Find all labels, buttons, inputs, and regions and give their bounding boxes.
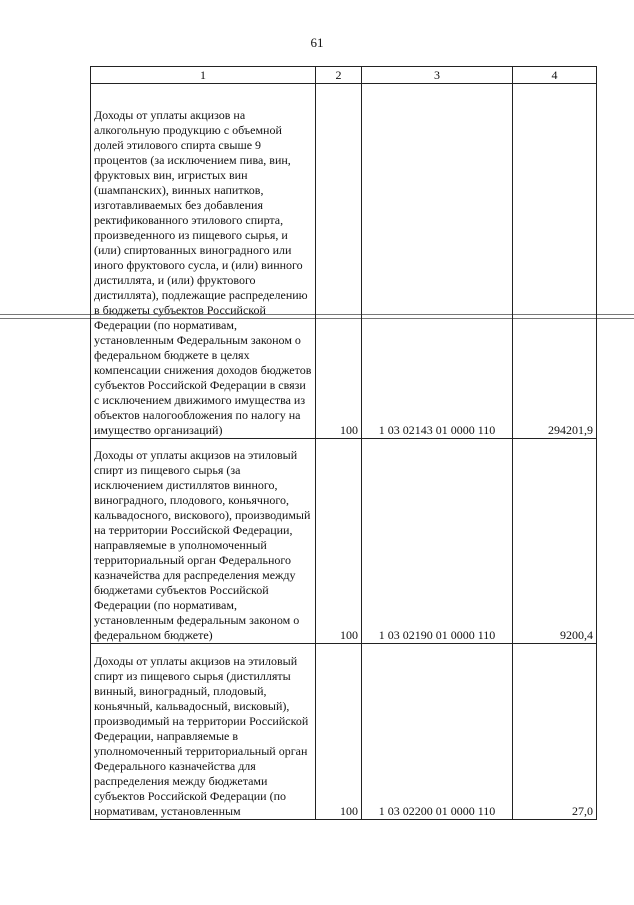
revenue-description: Доходы от уплаты акцизов на алкогольную продукцию с объемной долей этилового спирта свыше 9 процентов (за исключением пива, вин, фруктовых вин, игристых вин (шампанских), винных напитков, изготавливаемых без добавления ректификованного этилового спирта, произведенного из пищевого сырья, и (или) спиртованных виноградного или иного фруктового сусла, и (или) винного дистиллята, и (или) фруктового дистиллята), подлежащие распределению в бюджеты субъектов Российской Федерации (по нормативам, установленным Федеральным законом о федеральном бюджете в целях компенсации снижения доходов бюджетов субъектов Российской Федерации в связи с исключением движимого имущества из объектов налогообложения по налогу на имущество организаций) (91, 84, 316, 439)
revenue-code: 1 03 02143 01 0000 110 (362, 84, 513, 439)
table-row (91, 84, 597, 439)
revenue-amount: 9200,4 (513, 439, 597, 644)
column-header: 3 (362, 67, 513, 84)
revenue-table (90, 66, 597, 820)
revenue-amount: 27,0 (513, 644, 597, 820)
table-header-row (91, 67, 597, 84)
table-row (91, 644, 597, 820)
column-header: 4 (513, 67, 597, 84)
revenue-share: 100 (316, 644, 362, 820)
table-row (91, 439, 597, 644)
column-header: 2 (316, 67, 362, 84)
revenue-code: 1 03 02200 01 0000 110 (362, 644, 513, 820)
page-number: 61 (310, 35, 324, 50)
column-header: 1 (91, 67, 316, 84)
revenue-amount: 294201,9 (513, 84, 597, 439)
revenue-code: 1 03 02190 01 0000 110 (362, 439, 513, 644)
revenue-description: Доходы от уплаты акцизов на этиловый спирт из пищевого сырья (дистилляты винный, виноградный, плодовый, коньячный, кальвадосный, висковый), производимый на территории Российской Федерации, направляемые в уполномоченный территориальный орган Федерального казначейства для распределения между бюджетами субъектов Российской Федерации (по нормативам, установленным (91, 644, 316, 820)
revenue-share: 100 (316, 439, 362, 644)
revenue-share: 100 (316, 84, 362, 439)
revenue-description: Доходы от уплаты акцизов на этиловый спирт из пищевого сырья (за исключением дистиллятов винного, виноградного, плодового, коньячного, кальвадосного, вискового), производимый на территории Российской Федерации, направляемые в уполномоченный территориальный орган Федерального казначейства для распределения между бюджетами субъектов Российской Федерации (по нормативам, установленным федеральным законом о федеральном бюджете) (91, 439, 316, 644)
